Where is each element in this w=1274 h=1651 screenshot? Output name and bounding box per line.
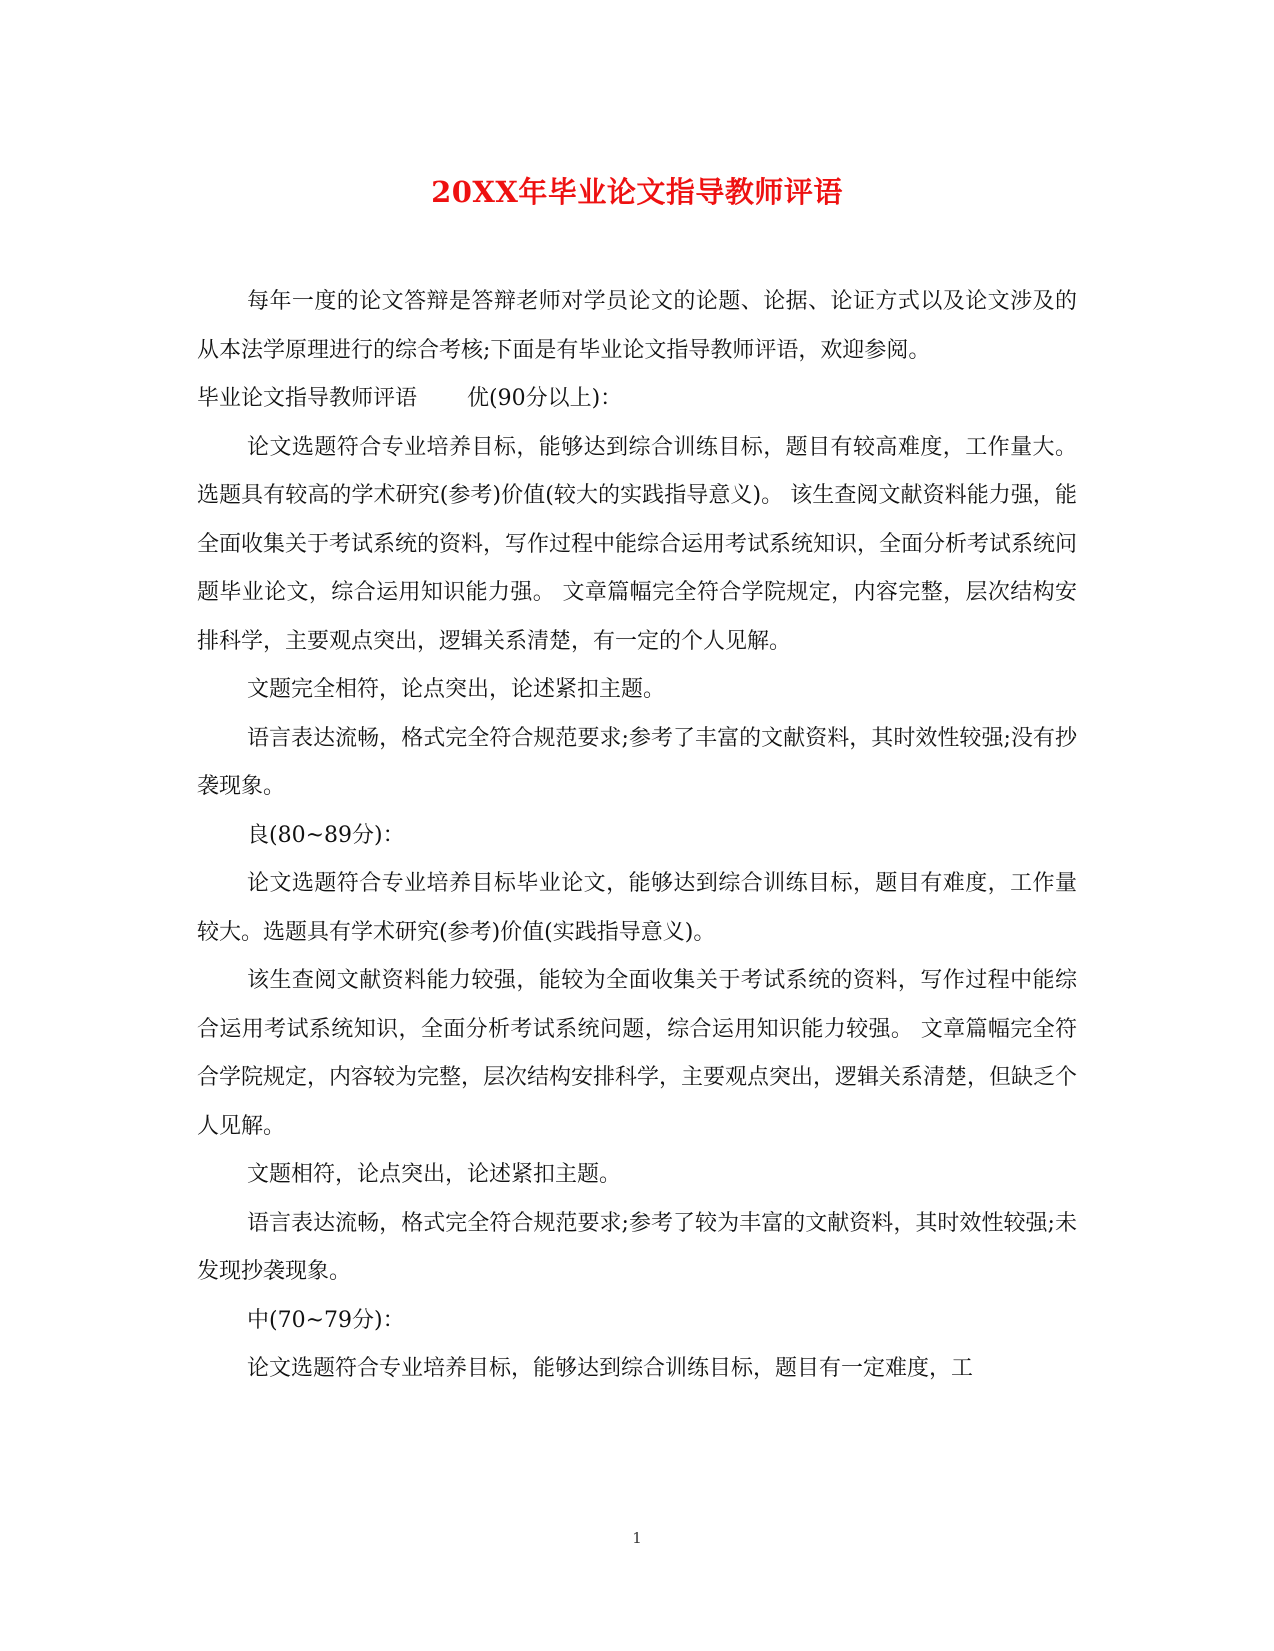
document-body bbox=[197, 278, 1077, 1394]
grade-excellent-heading: 优(90分以上)： bbox=[467, 386, 623, 411]
grade-medium-heading: 中(70~79分)： bbox=[247, 1307, 405, 1333]
good-paragraph-4: 语言表达流畅，格式完全符合规范要求;参考了较为丰富的文献资料，其时效性较强;未发现抄袭现象。 bbox=[197, 1210, 1077, 1284]
section-label: 毕业论文指导教师评语 bbox=[197, 386, 418, 411]
excellent-paragraph-3: 语言表达流畅，格式完全符合规范要求;参考了丰富的文献资料，其时效性较强;没有抄袭现象。 bbox=[197, 725, 1077, 799]
grade-good-heading: 良(80~89分)： bbox=[247, 822, 405, 848]
good-paragraph-2: 该生查阅文献资料能力较强，能较为全面收集关于考试系统的资料，写作过程中能综合运用考试系统知识，全面分析考试系统问题，综合运用知识能力较强。 文章篇幅完全符合学院规定，内容较为完整，层次结构安排科学，主要观点突出，逻辑关系清楚，但缺乏个人见解。 bbox=[197, 968, 1078, 1139]
excellent-paragraph-1: 论文选题符合专业培养目标，能够达到综合训练目标，题目有较高难度，工作量大。选题具有较高的学术研究(参考)价值(较大的实践指导意义)。 该生查阅文献资料能力强，能全面收集关于考试系统的资料，写作过程中能综合运用考试系统知识，全面分析考试系统问题毕业论文，综合运用知识能力强。 文章篇幅完全符合学院规定，内容完整，层次结构安排科学，主要观点突出，逻辑关系清楚，有一定的个人见解。 bbox=[197, 434, 1078, 654]
intro-paragraph: 每年一度的论文答辩是答辩老师对学员论文的论题、论据、论证方式以及论文涉及的从本法学原理进行的综合考核;下面是有毕业论文指导教师评语，欢迎参阅。 bbox=[197, 289, 1077, 363]
document-title: 20XX年毕业论文指导教师评语 bbox=[431, 175, 843, 209]
excellent-paragraph-2: 文题完全相符，论点突出，论述紧扣主题。 bbox=[247, 677, 666, 702]
good-paragraph-3: 文题相符，论点突出，论述紧扣主题。 bbox=[247, 1162, 622, 1187]
page-number: 1 bbox=[632, 1529, 642, 1547]
medium-paragraph-1: 论文选题符合专业培养目标，能够达到综合训练目标，题目有一定难度，工 bbox=[247, 1356, 974, 1381]
good-paragraph-1: 论文选题符合专业培养目标毕业论文，能够达到综合训练目标，题目有难度，工作量较大。选题具有学术研究(参考)价值(实践指导意义)。 bbox=[197, 871, 1077, 945]
section-heading-row bbox=[197, 375, 1077, 424]
